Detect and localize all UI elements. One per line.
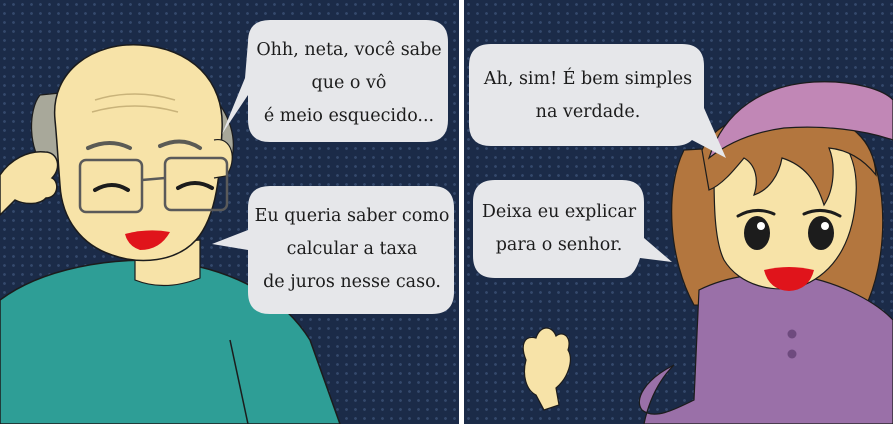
cape-button-1 [788, 330, 797, 339]
speech-bubble-2 [250, 200, 454, 299]
speech-line: Deixa eu explicar [481, 202, 637, 222]
grandfather-hand [0, 152, 58, 215]
granddaughter-eye-left [744, 216, 770, 250]
grandfather-head [55, 45, 223, 261]
speech-line: para o senhor. [495, 235, 623, 255]
speech-line: é meio esquecido... [263, 106, 435, 126]
speech-line: Ohh, neta, você sabe [256, 40, 442, 60]
speech-line: Ah, sim! É bem simples [483, 69, 693, 89]
speech-bubble-3 [474, 63, 702, 129]
speech-line: na verdade. [535, 102, 641, 122]
speech-line: Eu queria saber como [254, 206, 450, 226]
granddaughter-eye-right [808, 216, 834, 250]
speech-bubble-1 [250, 34, 448, 133]
granddaughter-cape [639, 274, 893, 424]
speech-line: calcular a taxa [286, 239, 418, 259]
speech-line: de juros nesse caso. [263, 272, 441, 292]
speech-line: que o vô [311, 73, 387, 93]
cape-button-2 [788, 350, 797, 359]
speech-bubble-4 [476, 196, 642, 262]
granddaughter-hand [523, 328, 570, 410]
panel-right [464, 0, 893, 424]
